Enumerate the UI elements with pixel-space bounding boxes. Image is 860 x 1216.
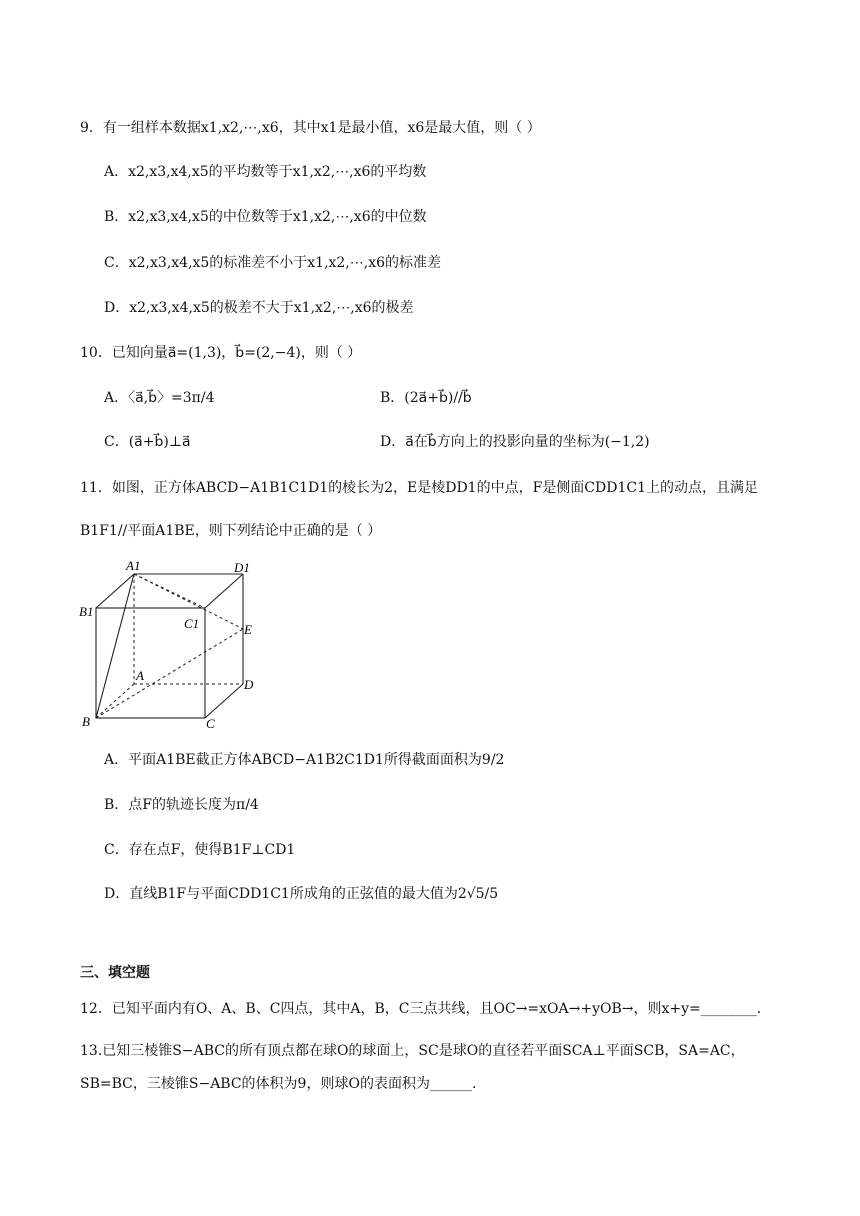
q10-option-b: B．(2a⃗+b⃗)//b⃗ bbox=[380, 390, 472, 406]
q10-option-c: C．(a⃗+b⃗)⊥a⃗ bbox=[104, 434, 191, 450]
label-d1: D1 bbox=[234, 560, 250, 575]
label-a1: A1 bbox=[126, 558, 141, 573]
q11-stem-line1: 11．如图，正方体ABCD−A1B1C1D1的棱长为2，E是棱DD1的中点，F是侧面CDD1C1上的动点，且满足 bbox=[80, 480, 758, 496]
q13-line1: 13.已知三棱锥S−ABC的所有顶点都在球O的球面上，SC是球O的直径若平面SCA⊥平面SCB，SA=AC， bbox=[80, 1043, 745, 1059]
q9-option-d: D．x2,x3,x4,x5的极差不大于x1,x2,⋯,x6的极差 bbox=[104, 300, 414, 316]
cube-figure bbox=[76, 556, 266, 732]
q9-stem: 9．有一组样本数据x1,x2,⋯,x6，其中x1是最小值，x6是最大值，则（ ） bbox=[80, 120, 541, 136]
label-b1: B1 bbox=[79, 604, 94, 619]
section-heading-fill-blank: 三、填空题 bbox=[80, 964, 150, 980]
q9-option-b: B．x2,x3,x4,x5的中位数等于x1,x2,⋯,x6的中位数 bbox=[104, 209, 427, 225]
label-a: A bbox=[136, 668, 144, 683]
q11-option-c: C．存在点F，使得B1F⊥CD1 bbox=[104, 842, 296, 858]
label-c: C bbox=[206, 716, 215, 731]
label-e: E bbox=[244, 622, 252, 637]
q11-stem-line2: B1F1//平面A1BE，则下列结论中正确的是（ ） bbox=[80, 523, 382, 539]
q13-line2: SB=BC，三棱锥S−ABC的体积为9，则球O的表面积为______. bbox=[80, 1076, 477, 1092]
label-b: B bbox=[82, 714, 90, 729]
label-c1: C1 bbox=[184, 616, 200, 631]
q10-option-d: D．a⃗在b⃗方向上的投影向量的坐标为(−1,2) bbox=[380, 434, 650, 450]
q11-option-d: D．直线B1F与平面CDD1C1所成角的正弦值的最大值为2√5/5 bbox=[104, 886, 499, 902]
q10-stem: 10．已知向量a⃗=(1,3)，b⃗=(2,−4)，则（ ） bbox=[80, 345, 362, 361]
q12-text: 12．已知平面内有O、A、B、C四点，其中A，B，C三点共线，且OC→=xOA→+yOB→，则x+y=________. bbox=[80, 1001, 762, 1017]
q9-option-c: C．x2,x3,x4,x5的标准差不小于x1,x2,⋯,x6的标准差 bbox=[104, 255, 442, 271]
q11-option-b: B．点F的轨迹长度为π/4 bbox=[104, 797, 259, 813]
q9-option-a: A．x2,x3,x4,x5的平均数等于x1,x2,⋯,x6的平均数 bbox=[104, 164, 427, 180]
label-d: D bbox=[244, 677, 254, 692]
q10-option-a: A．〈a⃗,b⃗〉=3π/4 bbox=[104, 390, 215, 406]
q11-option-a: A．平面A1BE截正方体ABCD−A1B2C1D1所得截面面积为9/2 bbox=[104, 752, 505, 768]
